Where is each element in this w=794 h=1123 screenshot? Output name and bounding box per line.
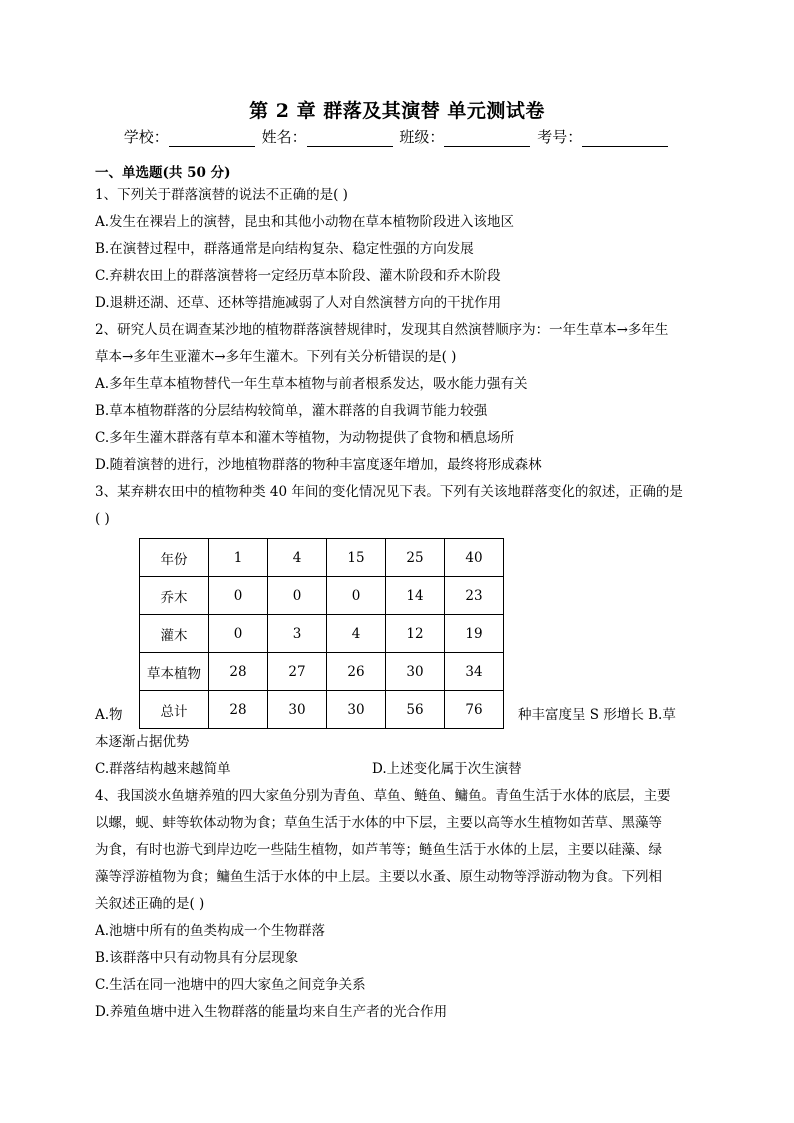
- table-cell: 25: [386, 539, 445, 577]
- q4-stem-line-4: 藻等浮游植物为食；鳙鱼生活于水体的中上层。主要以水蚤、原生动物等浮游动物为食。下列相: [95, 869, 662, 885]
- table-cell: 23: [445, 577, 504, 615]
- q1-option-a: A.发生在裸岩上的演替，昆虫和其他小动物在草本植物阶段进入该地区: [95, 214, 515, 230]
- table-cell: 乔木: [140, 577, 209, 615]
- table-cell: 34: [445, 653, 504, 691]
- q2-option-a: A.多年生草本植物替代一年生草本植物与前者根系发达，吸水能力强有关: [95, 376, 528, 392]
- table-cell: 草本植物: [140, 653, 209, 691]
- q2-option-b: B.草本植物群落的分层结构较简单，灌木群落的自我调节能力较强: [95, 403, 488, 419]
- q4-stem-line-5: 关叙述正确的是( ): [95, 896, 205, 912]
- table-cell: 0: [209, 615, 268, 653]
- q1-stem: 1、下列关于群落演替的说法不正确的是( ): [95, 187, 348, 203]
- q2-stem-line-1: 2、研究人员在调查某沙地的植物群落演替规律时，发现其自然演替顺序为：一年生草本→多年生: [95, 322, 669, 338]
- q1-option-c: C.弃耕农田上的群落演替将一定经历草本阶段、灌木阶段和乔木阶段: [95, 268, 501, 284]
- table-cell: 4: [268, 539, 327, 577]
- table-cell: 15: [327, 539, 386, 577]
- q4-option-b: B.该群落中只有动物具有分层现象: [95, 950, 299, 966]
- table-cell: 28: [209, 653, 268, 691]
- section-heading: 一、单选题(共 50 分): [95, 165, 231, 181]
- species-table: [139, 538, 504, 729]
- q3-option-b-continued: 本逐渐占据优势: [95, 734, 190, 750]
- q3-option-c: C.群落结构越来越简单: [95, 761, 231, 777]
- q4-option-c: C.生活在同一池塘中的四大家鱼之间竞争关系: [95, 977, 366, 993]
- q4-option-d: D.养殖鱼塘中进入生物群落的能量均来自生产者的光合作用: [95, 1004, 448, 1020]
- q4-stem-line-3: 为食，有时也游弋到岸边吃一些陆生植物，如芦苇等；鲢鱼生活于水体的上层，主要以硅藻、绿: [95, 842, 662, 858]
- number-label: 考号：: [537, 128, 583, 146]
- table-cell: 40: [445, 539, 504, 577]
- table-cell: 年份: [140, 539, 209, 577]
- q4-option-a: A.池塘中所有的鱼类构成一个生物群落: [95, 923, 326, 939]
- q1-option-b: B.在演替过程中，群落通常是向结构复杂、稳定性强的方向发展: [95, 241, 474, 257]
- school-label: 学校：: [123, 128, 169, 146]
- table-cell: 4: [327, 615, 386, 653]
- class-label: 班级：: [399, 128, 445, 146]
- table-cell: 总计: [140, 691, 209, 729]
- table-row: [140, 691, 504, 729]
- table-cell: 1: [209, 539, 268, 577]
- table-cell: 27: [268, 653, 327, 691]
- table-row: [140, 653, 504, 691]
- table-row: [140, 615, 504, 653]
- student-info-line: [0, 126, 794, 147]
- table-cell: 76: [445, 691, 504, 729]
- q3-option-a-start: A.物: [95, 707, 123, 723]
- q2-option-d: D.随着演替的进行，沙地植物群落的物种丰富度逐年增加，最终将形成森林: [95, 457, 542, 473]
- table-cell: 0: [209, 577, 268, 615]
- q4-stem-line-1: 4、我国淡水鱼塘养殖的四大家鱼分别为青鱼、草鱼、鲢鱼、鳙鱼。青鱼生活于水体的底层，主要: [95, 788, 671, 804]
- page-title: 第 2 章 群落及其演替 单元测试卷: [249, 100, 545, 122]
- table-cell: 30: [268, 691, 327, 729]
- table-cell: 0: [268, 577, 327, 615]
- table-cell: 28: [209, 691, 268, 729]
- table-cell: 30: [327, 691, 386, 729]
- q4-stem-line-2: 以螺，蚬、蚌等软体动物为食；草鱼生活于水体的中下层，主要以高等水生植物如苦草、黑藻等: [95, 815, 662, 831]
- class-blank[interactable]: [444, 132, 530, 147]
- number-blank[interactable]: [582, 132, 668, 147]
- table-cell: 26: [327, 653, 386, 691]
- table-cell: 14: [386, 577, 445, 615]
- table-cell: 56: [386, 691, 445, 729]
- q3-stem-line-2: ( ): [95, 511, 110, 527]
- q2-stem-line-2: 草本→多年生亚灌木→多年生灌木。下列有关分析错误的是( ): [95, 349, 457, 365]
- q3-option-d: D.上述变化属于次生演替: [372, 761, 522, 777]
- q3-stem-line-1: 3、某弃耕农田中的植物种类 40 年间的变化情况见下表。下列有关该地群落变化的叙述，正确的是: [95, 484, 683, 500]
- q2-option-c: C.多年生灌木群落有草本和灌木等植物，为动物提供了食物和栖息场所: [95, 430, 515, 446]
- table-row: [140, 577, 504, 615]
- table-cell: 3: [268, 615, 327, 653]
- table-header-row: [140, 539, 504, 577]
- table-cell: 19: [445, 615, 504, 653]
- q3-option-a-end: 种丰富度呈 S 形增长 B.草: [518, 707, 676, 723]
- name-blank[interactable]: [307, 132, 393, 147]
- table-cell: 0: [327, 577, 386, 615]
- name-label: 姓名：: [261, 128, 307, 146]
- q1-option-d: D.退耕还湖、还草、还林等措施减弱了人对自然演替方向的干扰作用: [95, 295, 502, 311]
- table-cell: 灌木: [140, 615, 209, 653]
- school-blank[interactable]: [169, 132, 255, 147]
- table-cell: 30: [386, 653, 445, 691]
- table-cell: 12: [386, 615, 445, 653]
